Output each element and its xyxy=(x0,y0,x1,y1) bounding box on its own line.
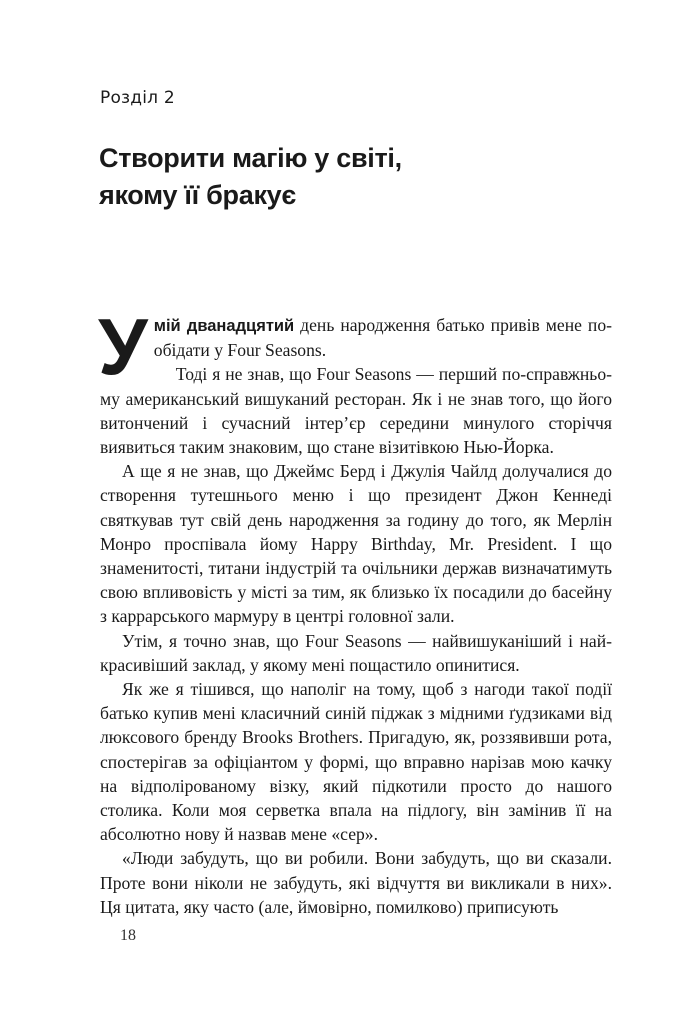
lead-in: мій дванадцятий xyxy=(153,317,295,335)
chapter-label: Розділ 2 xyxy=(100,88,175,108)
paragraph-1-text: день народження батько привів мене пообідати у Four Seasons. xyxy=(153,315,612,361)
chapter-title-line-2: якому її бракує xyxy=(99,180,296,210)
drop-cap: У xyxy=(98,302,148,391)
paragraph-5: Як же я тішився, що наполіг на тому, щоб з нагоди такої події батько купив мені класичний синій піджак з мідними ґудзиками від люксового бренду Brooks Brothers. Пригадую, як, роззявивши рота, спостерігав за офіціантом у формі, що вправно нарізав мою качку на відполірованому візку, який підкотили просто до нашого столика. Коли моя серветка впала на підлогу, він замінив її на абсолютно нову й назвав мене «сер». xyxy=(100,679,612,845)
paragraph-2: Тоді я не знав, що Four Seasons — перший по-справжньому американський вишуканий ресторан. Як і не знав того, що його витончений і сучасний інтер’єр середини минулого сторіччя виявиться таким знаковим, що стане візитівкою Нью-Йорка. xyxy=(100,364,612,458)
paragraph-4: Утім, я точно знав, що Four Seasons — найвишуканіший і найкрасивіший заклад, у якому мені пощастило опинитися. xyxy=(100,630,612,675)
paragraph-3: А ще я не знав, що Джеймс Берд і Джулія Чайлд долучалися до створення тутешнього меню і що президент Джон Кеннеді святкував тут свій день народження за годину до того, як Мерлін Монро проспівала йому Happy Birthday, Mr. President. І що знаменитості, титани індустрій та очільники держав визначатимуть свою впливовість у місті за тим, як близько їх посадили до басейну з каррарського мармуру в центрі головної зали. xyxy=(100,461,612,627)
body-text xyxy=(98,302,612,919)
page-number: 18 xyxy=(120,927,136,944)
paragraph-6: «Люди забудуть, що ви робили. Вони забудуть, що ви сказали. Проте вони ніколи не забудуть, які відчуття ви викликали в них». Ця цитата, яку часто (але, ймовірно, помилково) приписують xyxy=(100,848,612,917)
chapter-title-line-1: Створити магію у світі, xyxy=(99,143,402,173)
chapter-title xyxy=(99,140,599,214)
paragraph-1 xyxy=(98,302,612,391)
